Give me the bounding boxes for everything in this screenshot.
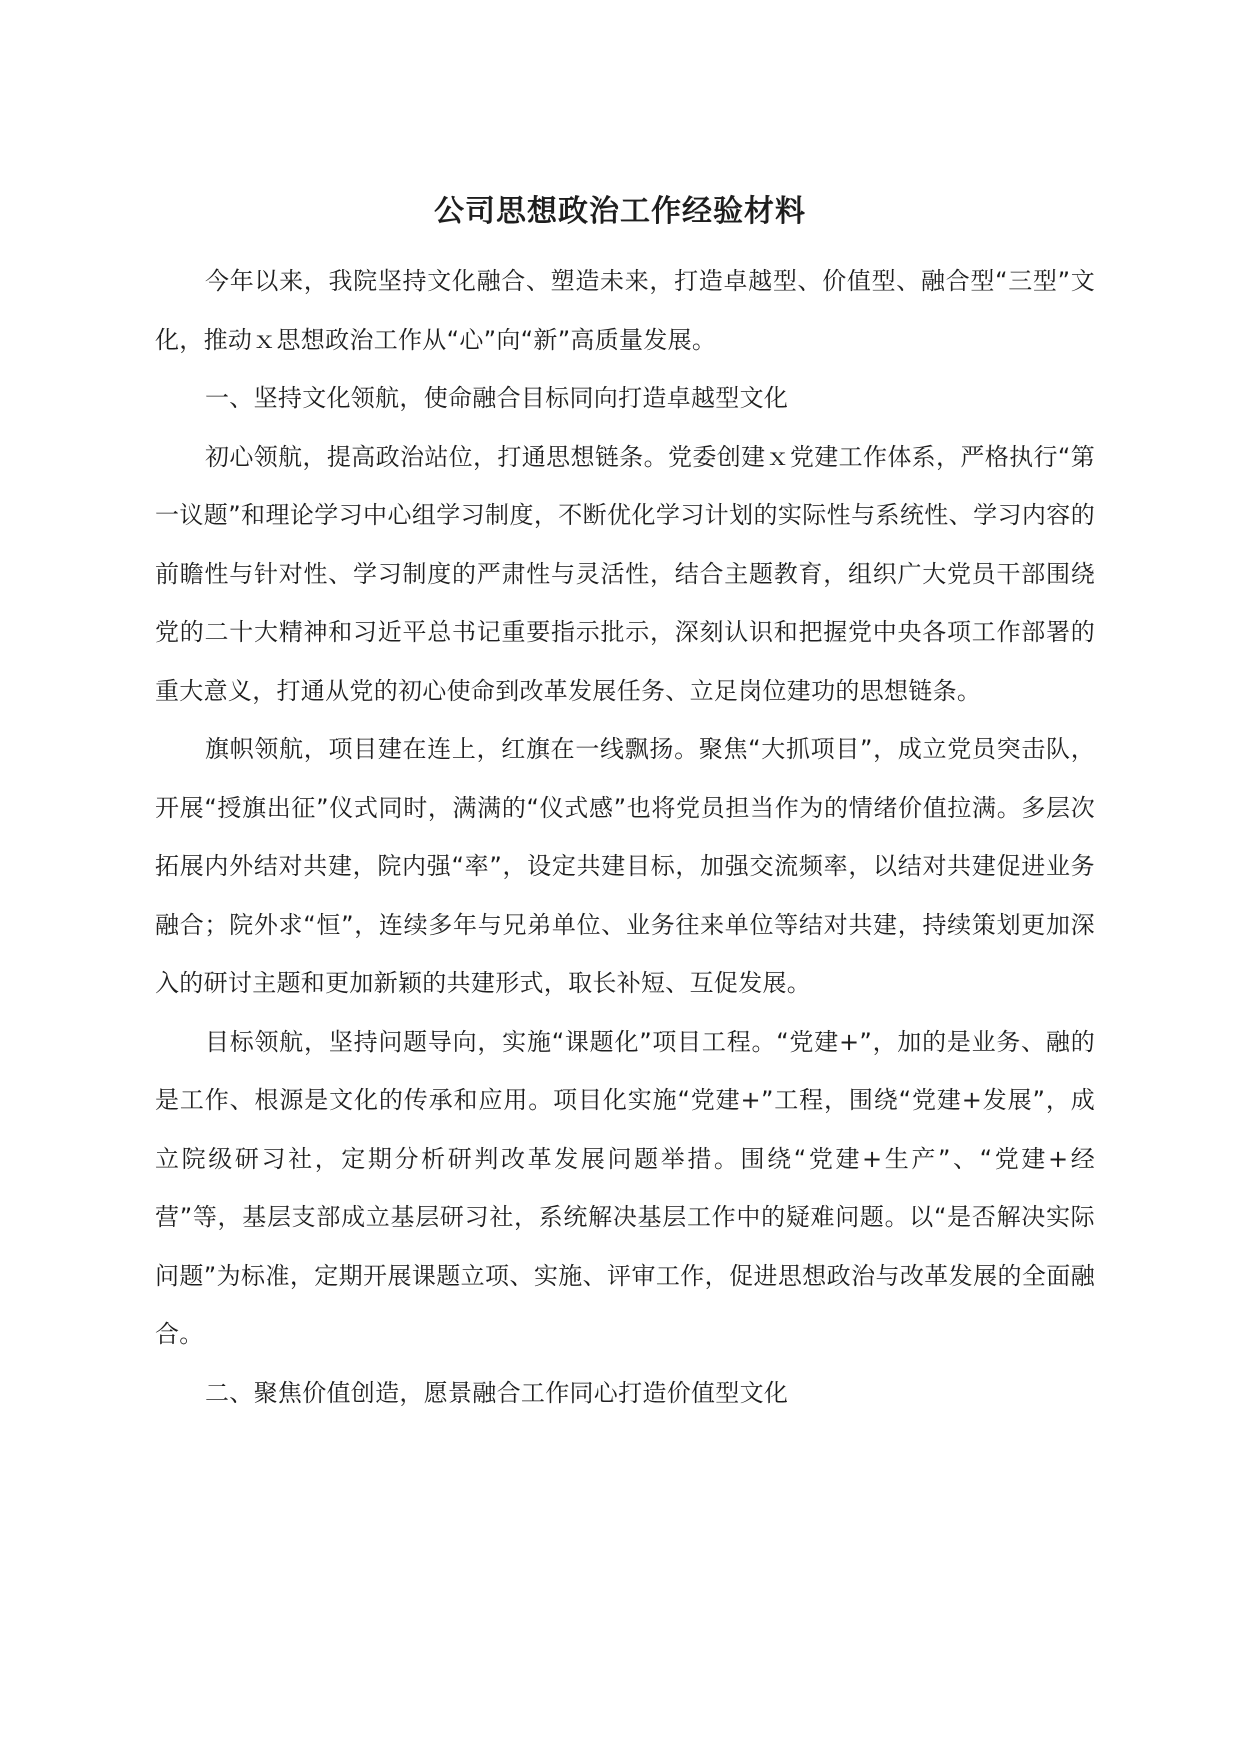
body-paragraph: 旗帜领航，项目建在连上，红旗在一线飘扬。聚焦“大抓项目”，成立党员突击队，开展“授旗出征”仪式同时，满满的“仪式感”也将党员担当作为的情绪价值拉满。多层次拓展内外结对共建，院内强“率”，设定共建目标，加强交流频率，以结对共建促进业务融合；院外求“恒”，连续多年与兄弟单位、业务往来单位等结对共建，持续策划更加深入的研讨主题和更加新颖的共建形式，取长补短、互促发展。 (155, 735, 1095, 997)
section-heading-2: 二、聚焦价值创造，愿景融合工作同心打造价值型文化 (205, 1378, 789, 1407)
document-title: 公司思想政治工作经验材料 (434, 194, 806, 229)
intro-paragraph: 今年以来，我院坚持文化融合、塑造未来，打造卓越型、价值型、融合型“三型”文化，推动ｘ思想政治工作从“心”向“新”高质量发展。 (155, 267, 1095, 354)
body-paragraph: 目标领航，坚持问题导向，实施“课题化”项目工程。“党建+”，加的是业务、融的是工作、根源是文化的传承和应用。项目化实施“党建+”工程，围绕“党建+发展”，成立院级研习社，定期分析研判改革发展问题举措。围绕“党建+生产”、“党建+经营”等，基层支部成立基层研习社，系统解决基层工作中的疑难问题。以“是否解决实际问题”为标准，定期开展课题立项、实施、评审工作，促进思想政治与改革发展的全面融合。 (155, 1027, 1095, 1348)
body-paragraph: 初心领航，提高政治站位，打通思想链条。党委创建ｘ党建工作体系，严格执行“第一议题”和理论学习中心组学习制度，不断优化学习计划的实际性与系统性、学习内容的前瞻性与针对性、学习制度的严肃性与灵活性，结合主题教育，组织广大党员干部围绕党的二十大精神和习近平总书记重要指示批示，深刻认识和把握党中央各项工作部署的重大意义，打通从党的初心使命到改革发展任务、立足岗位建功的思想链条。 (155, 442, 1095, 705)
document-body (155, 252, 1095, 1422)
section-heading-1: 一、坚持文化领航，使命融合目标同向打造卓越型文化 (205, 384, 789, 412)
